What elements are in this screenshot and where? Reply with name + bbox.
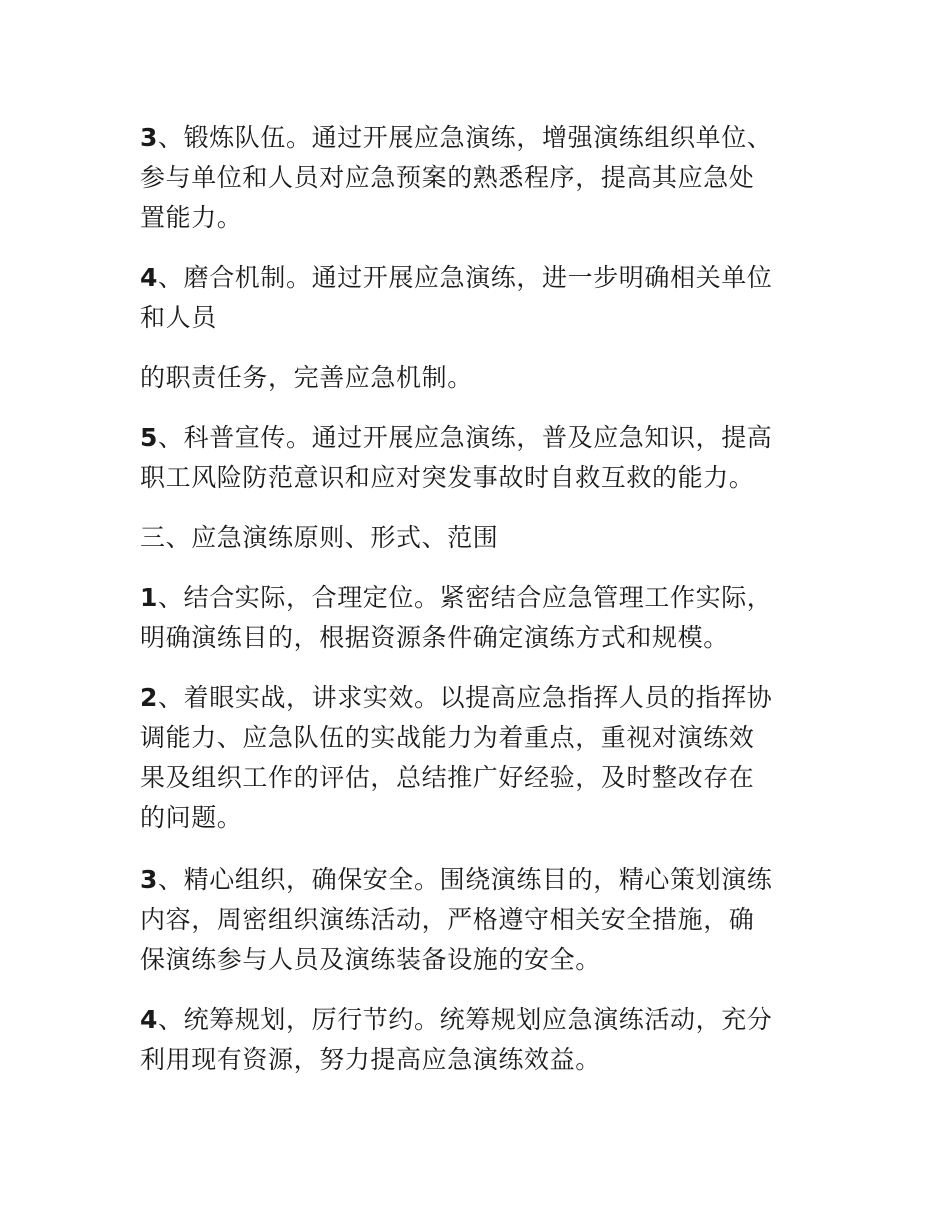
paragraph-training-team — [140, 118, 812, 238]
paragraph-principle-2 — [140, 678, 812, 838]
text-line: 的问题。 — [140, 803, 243, 832]
section-heading: 三、应急演练原则、形式、范围 — [140, 523, 499, 552]
text-line: 3、锻炼队伍。通过开展应急演练，增强演练组织单位、 — [140, 123, 773, 152]
text-line: 1、结合实际，合理定位。紧密结合应急管理工作实际， — [140, 583, 773, 612]
text-line: 内容，周密组织演练活动，严格遵守相关安全措施，确 — [140, 905, 755, 934]
paragraph-publicity — [140, 418, 812, 498]
paragraph-principle-4 — [140, 1000, 812, 1080]
section-heading-principles — [140, 518, 812, 558]
text-line: 4、磨合机制。通过开展应急演练，进一步明确相关单位 — [140, 263, 773, 292]
text-line: 参与单位和人员对应急预案的熟悉程序，提高其应急处 — [140, 163, 755, 192]
text-line: 明确演练目的，根据资源条件确定演练方式和规模。 — [140, 623, 729, 652]
paragraph-principle-1 — [140, 578, 812, 658]
text-line: 2、着眼实战，讲求实效。以提高应急指挥人员的指挥协 — [140, 683, 773, 712]
text-line: 调能力、应急队伍的实战能力为着重点，重视对演练效 — [140, 723, 755, 752]
text-line: 的职责任务，完善应急机制。 — [140, 363, 473, 392]
text-line: 果及组织工作的评估，总结推广好经验，及时整改存在 — [140, 763, 755, 792]
paragraph-mechanism-continued — [140, 358, 812, 398]
text-line: 置能力。 — [140, 203, 243, 232]
text-line: 利用现有资源，努力提高应急演练效益。 — [140, 1045, 601, 1074]
text-line: 5、科普宣传。通过开展应急演练，普及应急知识，提高 — [140, 423, 773, 452]
paragraph-mechanism — [140, 258, 812, 338]
text-line: 职工风险防范意识和应对突发事故时自救互救的能力。 — [140, 463, 755, 492]
text-line: 保演练参与人员及演练装备设施的安全。 — [140, 945, 601, 974]
text-line: 3、精心组织，确保安全。围绕演练目的，精心策划演练 — [140, 865, 773, 894]
paragraph-principle-3 — [140, 860, 812, 980]
text-line: 和人员 — [140, 303, 217, 332]
text-line: 4、统筹规划，厉行节约。统筹规划应急演练活动，充分 — [140, 1005, 773, 1034]
